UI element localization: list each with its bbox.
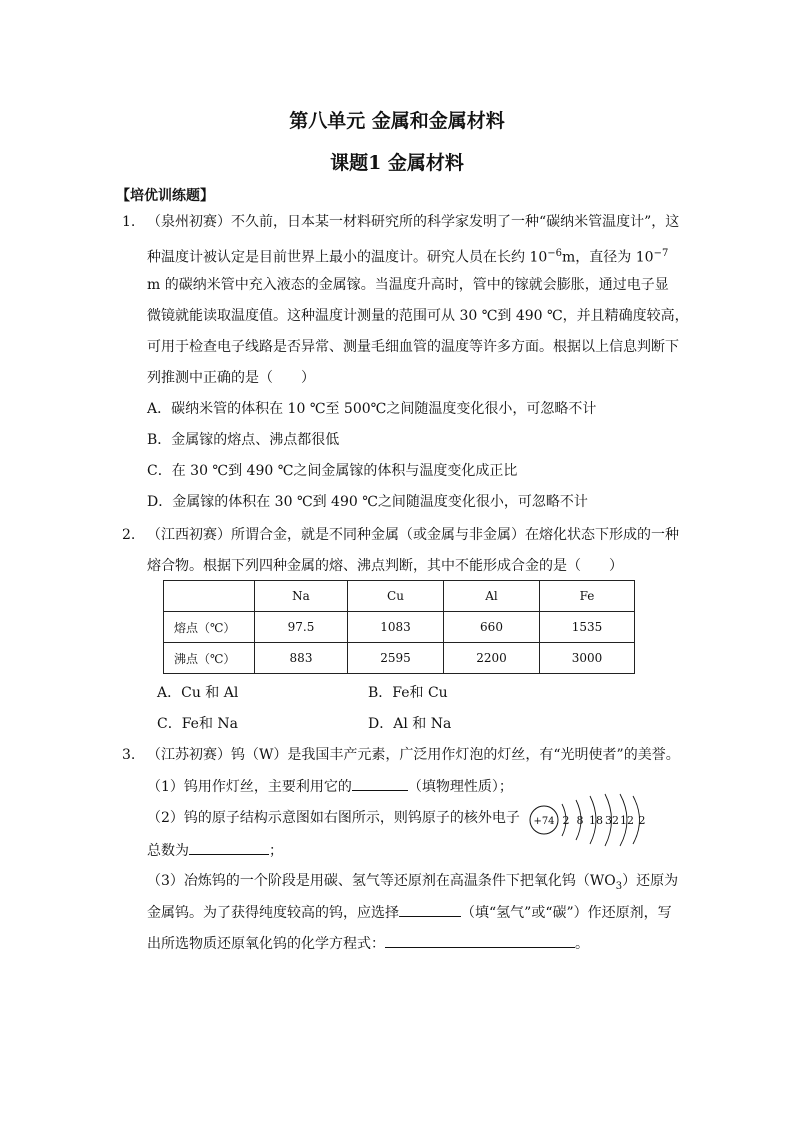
part-text: 金属钨。为了获得纯度较高的钨，应选择 <box>147 905 399 921</box>
table-cell: 97.5 <box>255 612 348 643</box>
answer-blank[interactable] <box>352 776 408 791</box>
option-a: A．Cu 和 Al <box>157 685 239 701</box>
shell-count: 2 <box>638 814 646 827</box>
shell-count: 12 <box>620 814 634 827</box>
option-c: C．Fe和 Na <box>157 716 238 732</box>
option-c: C．在 30 ℃到 490 ℃之间金属镓的体积与温度变化成正比 <box>147 463 518 479</box>
part-text: 。 <box>575 936 589 952</box>
question-stem: （江西初赛）所谓合金，就是不同种金属（或金属与非金属）在熔化状态下形成的一种 <box>147 527 679 543</box>
question-stem: 熔合物。根据下列四种金属的熔、沸点判断，其中不能形成合金的是（ ） <box>147 558 623 574</box>
stem-text: m，直径为 10 <box>562 249 654 266</box>
part-text: （填物理性质）； <box>407 779 513 795</box>
table-cell <box>164 581 255 612</box>
table-cell: Fe <box>540 581 635 612</box>
tungsten-atom-diagram <box>524 790 652 854</box>
part-2: （2）钨的原子结构示意图如右图所示，则钨原子的核外电子 <box>147 810 520 826</box>
exponent: −6 <box>547 248 563 259</box>
question-stem: （江苏初赛）钨（W）是我国丰产元素，广泛用作灯泡的灯丝，有“光明使者”的美誉。 <box>147 747 680 763</box>
table-cell: 3000 <box>540 643 635 674</box>
option-b: B．Fe和 Cu <box>368 685 448 701</box>
table-row <box>164 643 635 674</box>
question-stem: （泉州初赛）不久前，日本某一材料研究所的科学家发明了一种“碳纳米管温度计”，这 <box>147 214 680 230</box>
shell-count: 8 <box>576 814 584 827</box>
part-text: 总数为 <box>147 843 189 859</box>
stem-text: 种温度计被认定是目前世界上最小的温度计。研究人员在长约 10 <box>147 249 548 266</box>
part-3 <box>147 933 589 954</box>
nucleus-charge: +74 <box>533 816 555 827</box>
table-cell: 883 <box>255 643 348 674</box>
table-cell: 2200 <box>444 643 540 674</box>
table-header-row <box>164 581 635 612</box>
part-text: （1）钨用作灯丝，主要利用它的 <box>147 779 352 795</box>
table-cell: Al <box>444 581 540 612</box>
subscript: 3 <box>615 880 623 892</box>
option-b: B．金属镓的熔点、沸点都很低 <box>147 432 340 448</box>
table-cell: Cu <box>348 581 444 612</box>
question-number: 2. <box>122 527 136 543</box>
table-cell: Na <box>255 581 348 612</box>
option-d: D．Al 和 Na <box>368 716 452 732</box>
part-3 <box>147 902 672 923</box>
table-cell: 1535 <box>540 612 635 643</box>
part-text: 出所选物质还原氧化钨的化学方程式： <box>147 936 385 952</box>
unit-title: 第八单元 金属和金属材料 <box>289 110 505 132</box>
part-text: ）还原为 <box>622 873 679 889</box>
melting-boiling-table <box>163 580 635 674</box>
table-cell: 熔点（℃） <box>164 612 255 643</box>
part-text: （填“氢气”或“碳”）作还原剂，写 <box>461 905 672 921</box>
question-stem <box>147 244 668 268</box>
question-stem: 微镜就能读取温度值。这种温度计测量的范围可从 30 ℃到 490 ℃，并且精确度较高， <box>147 308 689 324</box>
option-a: A．碳纳米管的体积在 10 ℃至 500℃之间随温度变化很小，可忽略不计 <box>147 401 597 417</box>
table-cell: 660 <box>444 612 540 643</box>
section-label: 【培优训练题】 <box>116 188 214 204</box>
answer-blank[interactable] <box>399 902 461 917</box>
option-d: D．金属镓的体积在 30 ℃到 490 ℃之间随温度变化很小，可忽略不计 <box>147 494 588 510</box>
part-text: （3）冶炼钨的一个阶段是用碳、氢气等还原剂在高温条件下把氧化钨（WO <box>147 873 616 889</box>
question-number: 3. <box>122 747 136 763</box>
part-text: ； <box>269 843 283 859</box>
answer-blank[interactable] <box>385 933 575 948</box>
part-3 <box>147 871 678 897</box>
shell-count: 18 <box>589 814 603 827</box>
question-stem: 可用于检查电子线路是否异常、测量毛细血管的温度等许多方面。根据以上信息判断下 <box>147 339 679 355</box>
lesson-title: 课题1 金属材料 <box>330 152 464 174</box>
table-cell: 2595 <box>348 643 444 674</box>
shell-count: 2 <box>562 814 570 827</box>
question-stem: 列推测中正确的是（ ） <box>147 370 315 386</box>
table-cell: 沸点（℃） <box>164 643 255 674</box>
question-number: 1. <box>122 214 136 230</box>
part-1 <box>147 776 513 797</box>
answer-blank[interactable] <box>189 840 269 855</box>
exponent: −7 <box>653 248 669 259</box>
shell-count: 32 <box>605 814 619 827</box>
table-cell: 1083 <box>348 612 444 643</box>
question-stem: m 的碳纳米管中充入液态的金属镓。当温度升高时，管中的镓就会膨胀，通过电子显 <box>147 277 669 293</box>
table-row <box>164 612 635 643</box>
part-2-answer <box>147 840 283 861</box>
